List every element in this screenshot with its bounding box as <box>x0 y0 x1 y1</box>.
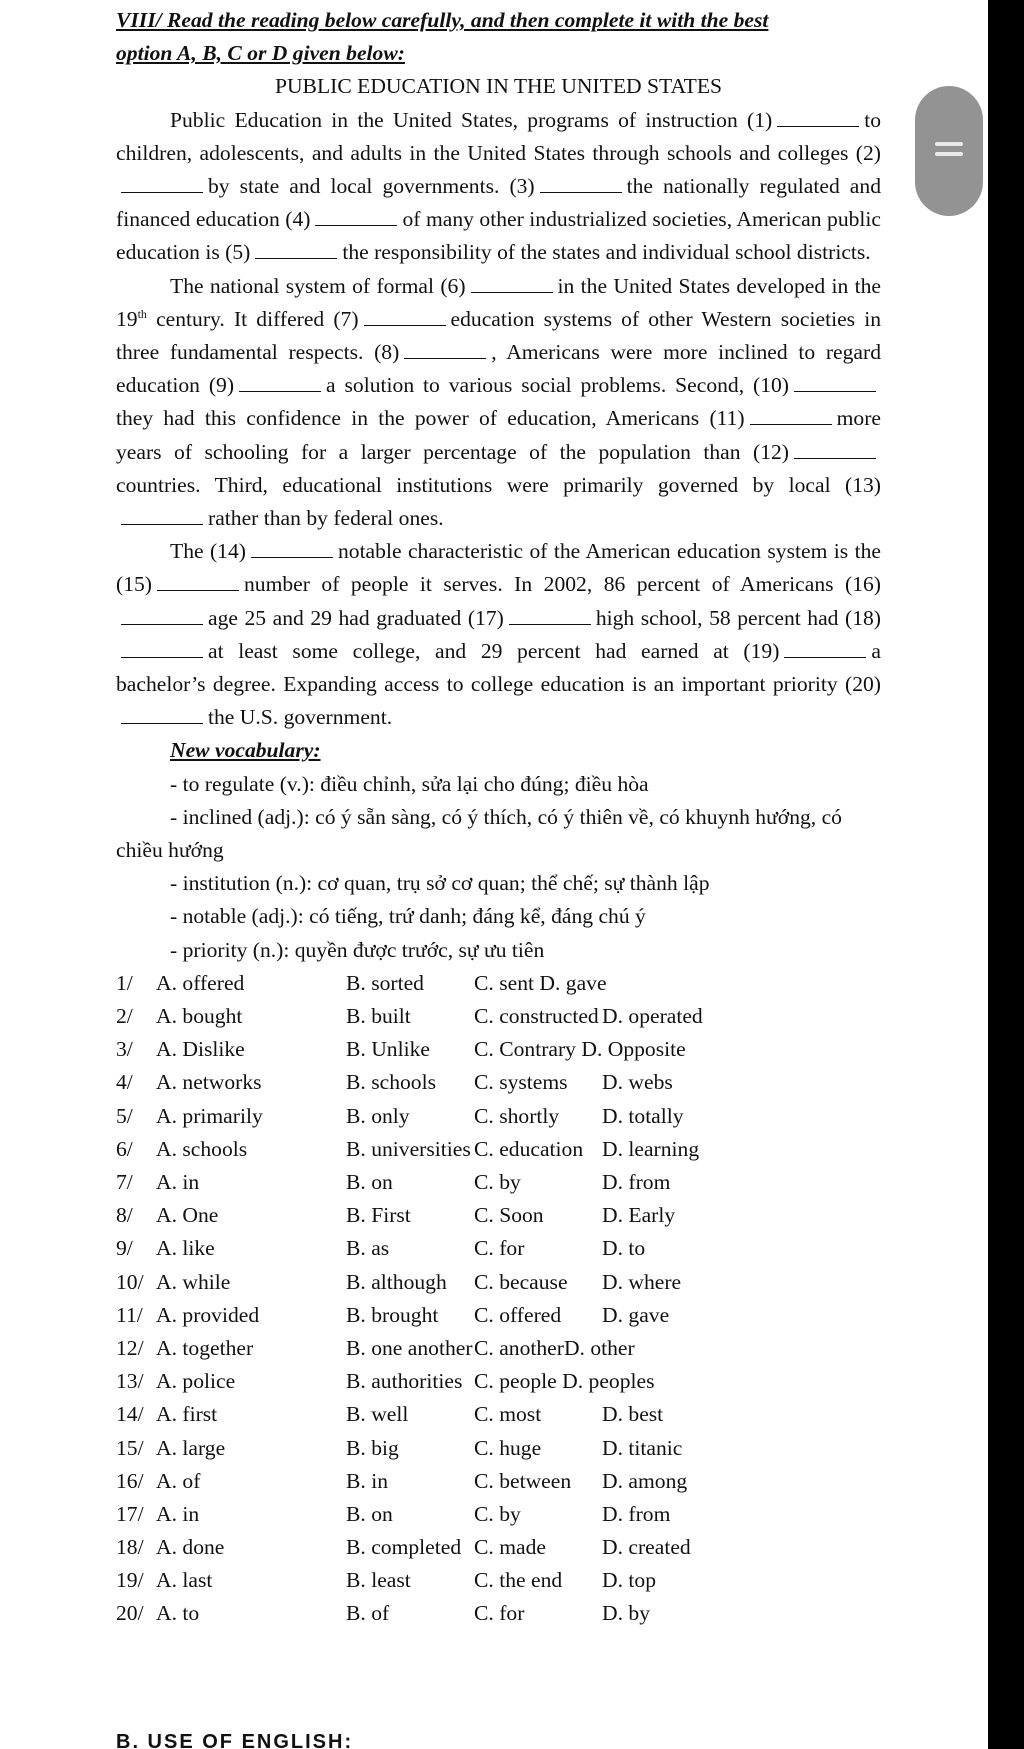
question-row <box>116 1465 881 1498</box>
answer-blank-6 <box>471 291 553 293</box>
option-c: C. offered <box>474 1302 562 1327</box>
option-c: C. huge <box>474 1435 542 1460</box>
question-number: 20/ <box>116 1601 144 1626</box>
grip-line-icon <box>935 152 963 156</box>
option-d: D. Early <box>602 1203 676 1228</box>
answer-blank-2 <box>121 191 203 193</box>
option-d: D. webs <box>602 1070 673 1095</box>
option-d: D. learning <box>602 1136 700 1161</box>
question-number: 18/ <box>116 1535 144 1560</box>
option-b: B. Unlike <box>346 1037 430 1062</box>
answer-blank-10 <box>794 390 876 392</box>
question-number: 15/ <box>116 1435 144 1460</box>
option-a: A. in <box>156 1170 200 1195</box>
question-number: 6/ <box>116 1136 133 1161</box>
option-b: B. least <box>346 1568 411 1593</box>
next-section-heading: B. USE OF ENGLISH: <box>116 1731 354 1749</box>
vocabulary-heading: New vocabulary: <box>170 738 321 763</box>
question-row <box>116 1299 881 1332</box>
option-d: D. operated <box>602 1004 703 1029</box>
question-number: 1/ <box>116 970 133 995</box>
option-c: C. anotherD. other <box>474 1335 635 1360</box>
option-c: C. shortly <box>474 1103 560 1128</box>
option-c: C. sent D. gave <box>474 970 607 995</box>
answer-blank-4 <box>315 224 397 226</box>
option-a: A. first <box>156 1402 218 1427</box>
answer-blank-15 <box>157 589 239 591</box>
question-number: 8/ <box>116 1203 133 1228</box>
option-b: B. big <box>346 1435 399 1460</box>
question-number: 5/ <box>116 1103 133 1128</box>
option-a: A. to <box>156 1601 200 1626</box>
option-d: D. top <box>602 1568 656 1593</box>
question-row <box>116 1564 881 1597</box>
option-b: B. authorities <box>346 1369 463 1394</box>
instruction-heading-line1: VIII/ Read the reading below carefully, and then complete it with the best <box>116 8 769 32</box>
question-number: 9/ <box>116 1236 133 1261</box>
option-b: B. although <box>346 1269 447 1294</box>
answer-blank-9 <box>239 390 321 392</box>
answer-blank-12 <box>794 457 876 459</box>
document-content <box>116 4 881 1631</box>
answer-blank-14 <box>251 556 333 558</box>
option-b: B. well <box>346 1402 409 1427</box>
answer-blank-1 <box>777 125 859 127</box>
question-number: 4/ <box>116 1070 133 1095</box>
option-c: C. most <box>474 1402 542 1427</box>
answer-blank-18 <box>121 656 203 658</box>
question-number: 3/ <box>116 1037 133 1062</box>
option-a: A. done <box>156 1535 225 1560</box>
option-b: B. schools <box>346 1070 436 1095</box>
answer-blank-3 <box>540 191 622 193</box>
question-row <box>116 1066 881 1099</box>
option-d: D. to <box>602 1236 646 1261</box>
option-b: B. as <box>346 1236 390 1261</box>
option-b: B. in <box>346 1468 388 1493</box>
option-c: C. because <box>474 1269 568 1294</box>
option-d: D. from <box>602 1501 671 1526</box>
answer-blank-7 <box>364 324 446 326</box>
passage-paragraph-3: The (14) notable characteristic of the American education system is the (15) number of people it serves. In 2002, 86 percent of Americans (16)age 25 and 29 had graduated (17) high school, 58 percent had (18)at least some college, and 29 percent had earned at (19) a bachelor’s degree. Expanding access to college education is an important priority (20)the U.S. government. <box>116 539 881 730</box>
question-row <box>116 1232 881 1265</box>
option-b: B. First <box>346 1203 411 1228</box>
scrollbar-thumb[interactable] <box>915 86 983 216</box>
grip-line-icon <box>935 142 963 146</box>
option-a: A. Dislike <box>156 1037 245 1062</box>
option-c: C. for <box>474 1601 525 1626</box>
option-c: C. between <box>474 1468 572 1493</box>
option-a: A. provided <box>156 1302 260 1327</box>
answer-blank-11 <box>750 423 832 425</box>
question-list <box>116 967 881 1631</box>
option-c: C. Soon <box>474 1203 544 1228</box>
question-number: 7/ <box>116 1170 133 1195</box>
option-b: B. universities <box>346 1136 471 1161</box>
question-row <box>116 967 881 1000</box>
question-row <box>116 1033 881 1066</box>
option-b: B. of <box>346 1601 390 1626</box>
vocabulary-item: - inclined (adj.): có ý sẵn sàng, có ý thích, có ý thiên về, có khuynh hướng, có chiều hướng <box>116 804 842 863</box>
question-row <box>116 1199 881 1232</box>
question-row <box>116 1498 881 1531</box>
option-d: D. where <box>602 1269 682 1294</box>
option-a: A. bought <box>156 1004 243 1029</box>
option-a: A. together <box>156 1335 254 1360</box>
question-row <box>116 1398 881 1431</box>
answer-blank-19 <box>784 656 866 658</box>
question-number: 19/ <box>116 1568 144 1593</box>
vocabulary-item: - notable (adj.): có tiếng, trứ danh; đáng kể, đáng chú ý <box>170 904 646 929</box>
passage-paragraph-2: The national system of formal (6) in the United States developed in the 19th century. It differed (7) education systems of other Western societies in three fundamental respects. (8) , Americans were more inclined to regard education (9) a solution to various social problems. Second, (10)they had this confidence in the power of education, Americans (11) more years of schooling for a larger percentage of the population than (12)countries. Third, educational institutions were primarily governed by local (13)rather than by federal ones. <box>116 273 882 531</box>
option-a: A. while <box>156 1269 231 1294</box>
option-a: A. like <box>156 1236 215 1261</box>
question-row <box>116 1531 881 1564</box>
vocabulary-item: - institution (n.): cơ quan, trụ sở cơ quan; thể chế; sự thành lập <box>170 871 710 896</box>
option-d: D. gave <box>602 1302 670 1327</box>
question-number: 14/ <box>116 1402 144 1427</box>
question-number: 16/ <box>116 1468 144 1493</box>
option-d: D. created <box>602 1535 691 1560</box>
question-row <box>116 1266 881 1299</box>
answer-blank-16 <box>121 623 203 625</box>
option-c: C. constructed <box>474 1004 599 1029</box>
option-a: A. of <box>156 1468 201 1493</box>
option-c: C. systems <box>474 1070 568 1095</box>
option-d: D. totally <box>602 1103 684 1128</box>
question-number: 12/ <box>116 1335 144 1360</box>
option-a: A. One <box>156 1203 219 1228</box>
option-c: C. Contrary D. Opposite <box>474 1037 686 1062</box>
option-d: D. from <box>602 1170 671 1195</box>
option-b: B. sorted <box>346 970 424 995</box>
question-number: 10/ <box>116 1269 144 1294</box>
option-b: B. one another <box>346 1335 473 1360</box>
option-b: B. on <box>346 1501 393 1526</box>
option-d: D. by <box>602 1601 650 1626</box>
question-number: 2/ <box>116 1004 133 1029</box>
answer-blank-17 <box>509 623 591 625</box>
option-b: B. only <box>346 1103 410 1128</box>
option-a: A. networks <box>156 1070 262 1095</box>
option-a: A. police <box>156 1369 236 1394</box>
option-c: C. made <box>474 1535 546 1560</box>
option-b: B. completed <box>346 1535 462 1560</box>
question-row <box>116 1100 881 1133</box>
option-a: A. last <box>156 1568 213 1593</box>
option-b: B. on <box>346 1170 393 1195</box>
answer-blank-13 <box>121 523 203 525</box>
option-a: A. offered <box>156 970 245 995</box>
question-row <box>116 1332 881 1365</box>
option-a: A. large <box>156 1435 226 1460</box>
passage-title: PUBLIC EDUCATION IN THE UNITED STATES <box>274 74 723 99</box>
option-c: C. the end <box>474 1568 563 1593</box>
option-c: C. by <box>474 1170 521 1195</box>
question-row <box>116 1365 881 1398</box>
option-c: C. people D. peoples <box>474 1369 655 1394</box>
passage-paragraph-1: Public Education in the United States, programs of instruction (1) to children, adolescents, and adults in the United States through schools and colleges (2)by state and local governments. (3) the nationally regulated and financed education (4) of many other industrialized societies, American public education is (5) the responsibility of the states and individual school districts. <box>116 107 882 265</box>
answer-blank-8 <box>404 357 486 359</box>
option-a: A. primarily <box>156 1103 263 1128</box>
question-row <box>116 1133 881 1166</box>
option-a: A. schools <box>156 1136 248 1161</box>
option-b: B. built <box>346 1004 411 1029</box>
answer-blank-20 <box>121 722 203 724</box>
option-b: B. brought <box>346 1302 439 1327</box>
vocabulary-item: - priority (n.): quyền được trước, sự ưu tiên <box>170 937 545 962</box>
option-d: D. best <box>602 1402 664 1427</box>
answer-blank-5 <box>255 257 337 259</box>
instruction-heading-line2: option A, B, C or D given below: <box>116 41 405 66</box>
option-c: C. for <box>474 1236 525 1261</box>
question-row <box>116 1597 881 1630</box>
question-number: 17/ <box>116 1501 144 1526</box>
option-c: C. by <box>474 1501 521 1526</box>
option-d: D. among <box>602 1468 688 1493</box>
question-row <box>116 1000 881 1033</box>
option-d: D. titanic <box>602 1435 683 1460</box>
question-row <box>116 1166 881 1199</box>
question-row <box>116 1432 881 1465</box>
question-number: 11/ <box>116 1302 143 1327</box>
question-number: 13/ <box>116 1369 144 1394</box>
vocabulary-item: - to regulate (v.): điều chỉnh, sửa lại cho đúng; điều hòa <box>170 771 649 796</box>
option-c: C. education <box>474 1136 584 1161</box>
option-a: A. in <box>156 1501 200 1526</box>
